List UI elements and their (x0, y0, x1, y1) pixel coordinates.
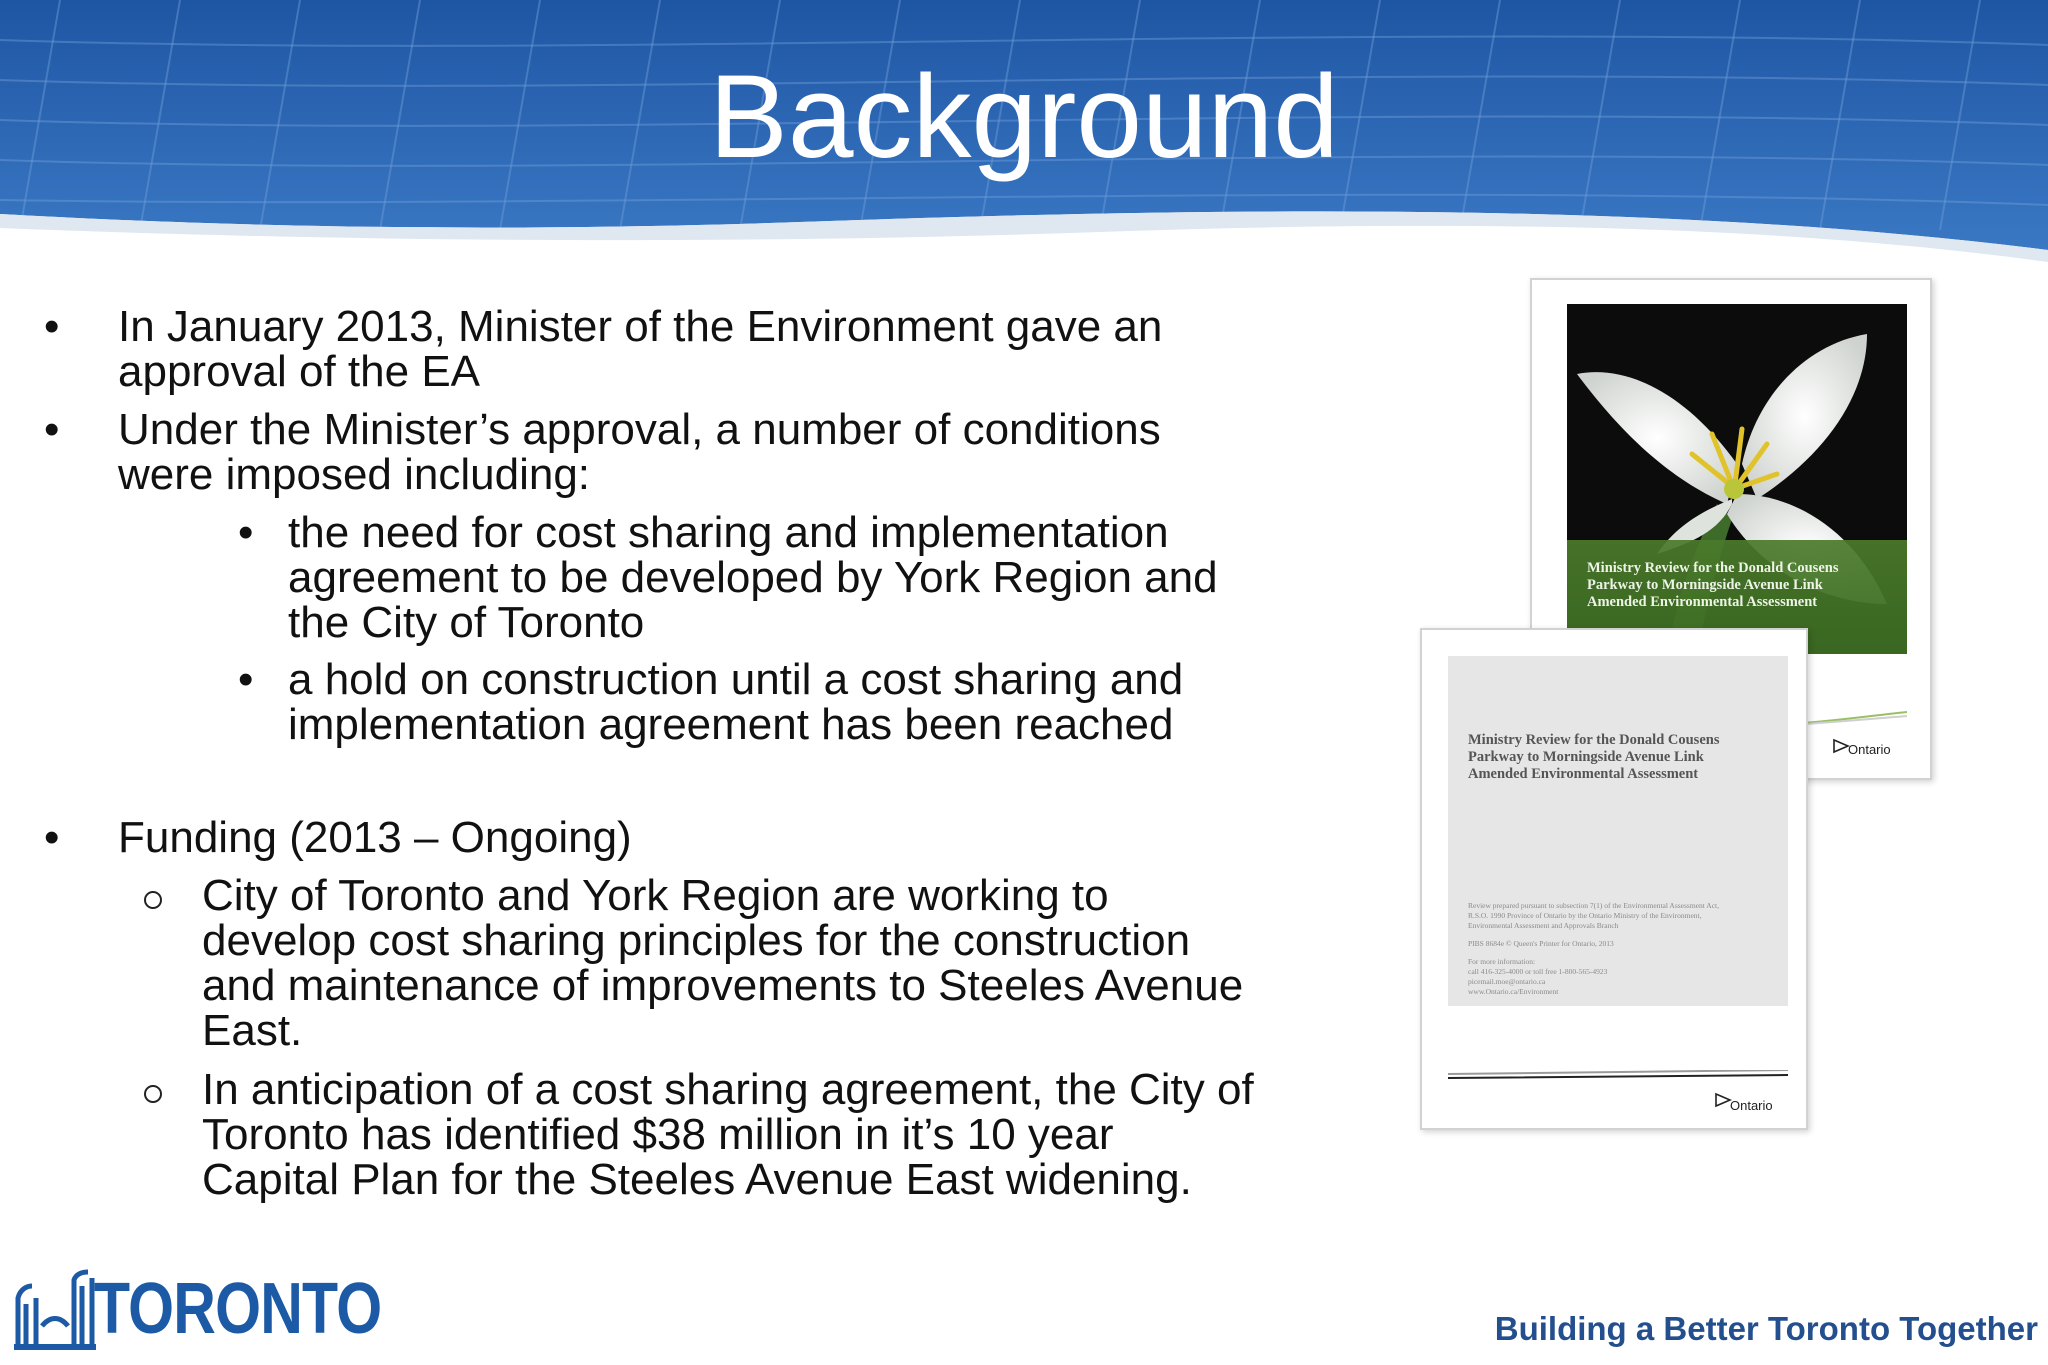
report-title-page-image (1420, 628, 1808, 1130)
bullet-line: the City of Toronto (288, 598, 645, 647)
cover-title (1587, 560, 1897, 611)
bullet-line: East. (202, 1006, 303, 1055)
fine-print-line: Environmental Assessment and Approvals Branch (1468, 921, 1619, 930)
bullet-line: Toronto has identified $38 million in it’s 10 year (202, 1110, 1114, 1159)
ontario-wordmark: Ontario (1848, 742, 1891, 757)
fine-print-line: R.S.O. 1990 Province of Ontario by the Ontario Ministry of the Environment, (1468, 911, 1702, 920)
fine-print-line: www.Ontario.ca/Environment (1468, 987, 1559, 996)
bullet-line: City of Toronto and York Region are working to (202, 871, 1109, 920)
slide-title: Background (709, 51, 1339, 183)
trillium-flower-photo (1567, 304, 1907, 654)
bullet-item-ea-approval (118, 304, 1162, 394)
cover-title-line: Parkway to Morningside Avenue Link (1587, 577, 1823, 593)
ring-bullet-marker (144, 1085, 162, 1103)
fine-print-line: picemail.moe@ontario.ca (1468, 977, 1546, 986)
cover-title-line: Ministry Review for the Donald Cousens (1587, 560, 1839, 576)
bullet-item-conditions (118, 407, 1161, 497)
bullet-line: the need for cost sharing and implementation (288, 508, 1169, 557)
bullet-line: Under the Minister’s approval, a number of conditions (118, 405, 1161, 454)
sub-bullet-marker: • (238, 508, 254, 557)
fine-print-line: PIBS 8684e © Queen's Printer for Ontario, 2013 (1468, 939, 1614, 948)
bullet-marker: • (44, 405, 60, 454)
title-page-rule-lines (1448, 1070, 1788, 1084)
fine-print-gap (1468, 931, 1778, 939)
sub-bullet-cost-sharing-agreement (288, 510, 1218, 645)
title-page-fine-print (1468, 901, 1778, 997)
toronto-wordmark: TORONTO (94, 1269, 382, 1349)
title-page-panel (1448, 656, 1788, 1006)
city-hall-logo-icon (14, 1268, 96, 1350)
bullet-line: approval of the EA (118, 347, 481, 396)
cover-title-line: Amended Environmental Assessment (1587, 594, 1818, 610)
bullet-marker: • (44, 813, 60, 862)
city-of-toronto-logo (14, 1268, 382, 1350)
bullet-line: Funding (2013 – Ongoing) (118, 813, 632, 862)
bullet-marker: • (44, 302, 60, 351)
bullet-item-funding (118, 815, 632, 860)
bullet-line: agreement to be developed by York Region and (288, 553, 1218, 602)
bullet-line: Capital Plan for the Steeles Avenue East widening. (202, 1155, 1192, 1204)
title-page-line: Ministry Review for the Donald Cousens (1468, 732, 1720, 748)
fine-print-line: For more information: (1468, 957, 1536, 966)
sub-bullet-construction-hold (288, 657, 1183, 747)
ring-bullet-marker (144, 891, 162, 909)
bullet-line: In January 2013, Minister of the Environment gave an (118, 302, 1163, 351)
ring-item-cost-sharing-principles (202, 873, 1243, 1053)
sub-bullet-marker: • (238, 655, 254, 704)
bullet-line: a hold on construction until a cost sharing and (288, 655, 1184, 704)
header-banner (0, 0, 2048, 265)
bullet-line: implementation agreement has been reached (288, 700, 1174, 749)
footer-tagline: Building a Better Toronto Together (1494, 1310, 2038, 1347)
fine-print-line: call 416-325-4000 or toll free 1-800-565-4923 (1468, 967, 1608, 976)
bullet-line: were imposed including: (118, 450, 591, 499)
title-page-line: Amended Environmental Assessment (1468, 766, 1699, 782)
fine-print-line: Review prepared pursuant to subsection 7(1) of the Environmental Assessment Act, (1468, 901, 1719, 910)
title-page-title (1468, 732, 1778, 783)
ring-item-capital-plan (202, 1067, 1254, 1202)
fine-print-gap (1468, 949, 1778, 957)
bullet-line: develop cost sharing principles for the construction (202, 916, 1191, 965)
title-page-line: Parkway to Morningside Avenue Link (1468, 749, 1704, 765)
bullet-line: and maintenance of improvements to Steeles Avenue (202, 961, 1244, 1010)
ontario-wordmark: Ontario (1730, 1098, 1773, 1113)
bullet-line: In anticipation of a cost sharing agreement, the City of (202, 1065, 1254, 1114)
